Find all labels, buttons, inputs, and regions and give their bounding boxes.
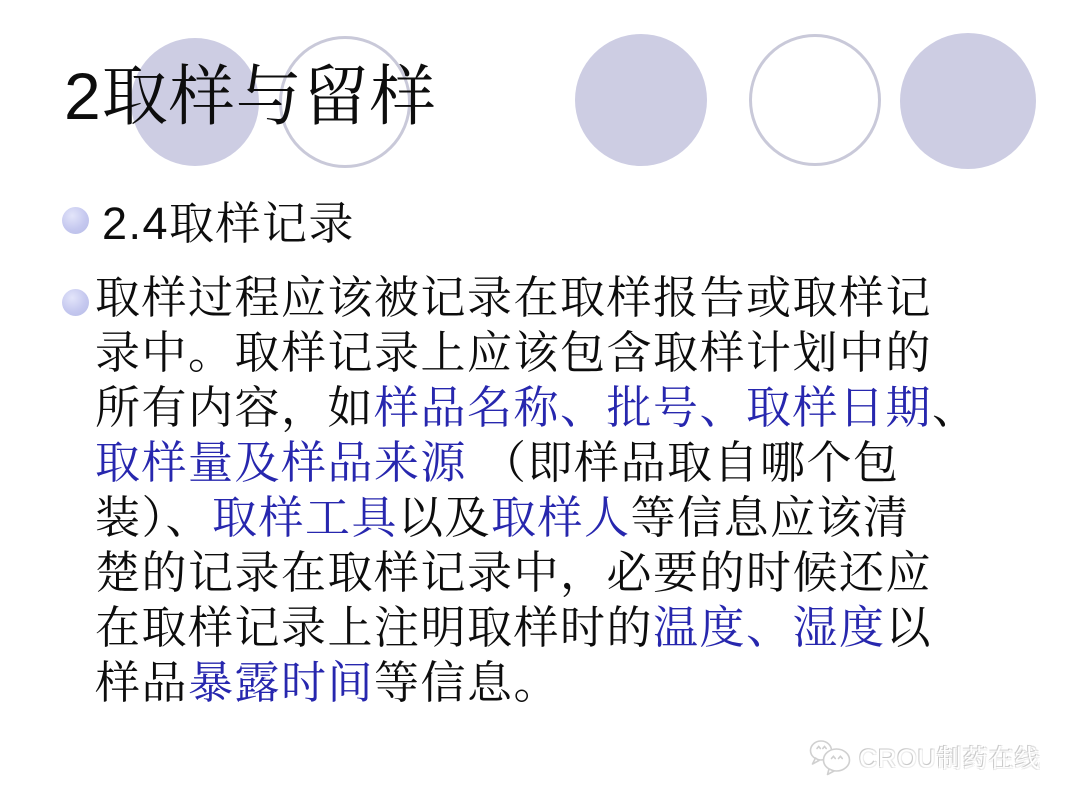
body-text: （即样品取自哪个包 — [467, 437, 900, 488]
decor-circle-outline-2 — [749, 34, 881, 166]
body-text: 以 — [885, 602, 933, 653]
paragraph-line — [95, 270, 1060, 325]
highlighted-text: 取样量及样品来源 — [95, 437, 468, 488]
body-text: 以及 — [398, 492, 492, 543]
highlighted-text: 样品名称、批号、取样日期 — [374, 382, 933, 433]
paragraph-line — [95, 545, 1060, 600]
paragraph-line — [95, 435, 1060, 490]
watermark-label: CROU制药在线 — [859, 745, 1041, 773]
body-text: 在取样记录上注明取样时的 — [95, 602, 654, 653]
body-text: 装）、 — [95, 492, 213, 543]
watermark — [808, 738, 1041, 776]
body-text: 取样过程应该被记录在取样报告或取样记 — [95, 272, 933, 323]
paragraph-line — [95, 490, 1060, 545]
bullet-icon — [62, 289, 89, 316]
page-title: 2取样与留样 — [64, 59, 437, 133]
highlighted-text: 暴露时间 — [188, 657, 375, 708]
body-paragraph — [95, 270, 1060, 710]
section-heading: 2.4取样记录 — [102, 198, 356, 249]
body-text: 、 — [932, 382, 979, 433]
paragraph-line — [95, 380, 1060, 435]
paragraph-line — [95, 600, 1060, 655]
highlighted-text: 温度、湿度 — [653, 602, 886, 653]
body-text: 样品 — [95, 657, 189, 708]
body-text: 楚的记录在取样记录中，必要的时候还应 — [95, 547, 933, 598]
body-text: 录中。取样记录上应该包含取样计划中的 — [95, 327, 933, 378]
wechat-logo-icon — [808, 738, 854, 776]
body-text: 所有内容，如 — [95, 382, 375, 433]
paragraph-line — [95, 325, 1060, 380]
bullet-icon — [62, 207, 89, 234]
highlighted-text: 取样工具 — [212, 492, 399, 543]
highlighted-text: 取样人 — [491, 492, 631, 543]
body-text: 等信息。 — [374, 657, 561, 708]
decor-circle-filled-2 — [575, 34, 707, 166]
decor-circle-filled-3 — [900, 33, 1036, 169]
paragraph-line — [95, 655, 1060, 710]
body-text: 等信息应该清 — [630, 492, 910, 543]
